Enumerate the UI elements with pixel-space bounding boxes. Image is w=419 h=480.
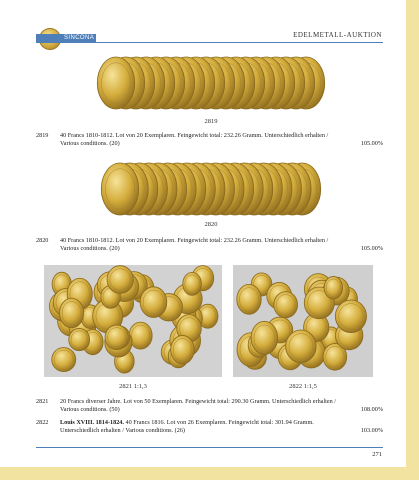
gold-coin bbox=[335, 300, 366, 333]
gold-coin bbox=[69, 328, 90, 350]
gold-coin bbox=[140, 287, 167, 318]
lot-description bbox=[60, 419, 340, 435]
gold-coin bbox=[251, 321, 278, 354]
lot-2822-photo bbox=[233, 265, 373, 377]
gold-coin bbox=[183, 272, 202, 295]
gold-coin bbox=[52, 348, 76, 372]
gold-coin bbox=[59, 298, 83, 327]
gold-coin bbox=[237, 284, 261, 314]
lot-ruler: Louis XVIII. 1814-1824. bbox=[60, 419, 124, 426]
lot-description-rest: 40 Francs 1816. Lot von 26 Exemplaren. Feingewicht total: 301.94 Gramm. Unterschiedlich erhalten / Various conditions. (26) bbox=[60, 419, 314, 434]
lot-2821-caption: 2821 1:1,3 bbox=[119, 383, 147, 390]
lot-description: 40 Francs 1810-1812. Lot von 20 Exemplaren. Feingewicht total: 232.26 Gramm. Unterschiedlich erhalten / Various conditions. (20) bbox=[60, 132, 329, 147]
gold-coin bbox=[286, 330, 317, 363]
footer-rule bbox=[36, 447, 383, 448]
gold-coin bbox=[107, 266, 133, 294]
gold-coin bbox=[97, 57, 134, 109]
lot-description: 20 Francs diverser Jahre. Lot von 50 Exemplaren. Feingewicht total: 290.30 Gramm. Unterschiedlich erhalten / Various conditions. (50) bbox=[60, 398, 336, 413]
header-rule bbox=[36, 42, 383, 43]
lot-2820-caption: 2820 bbox=[204, 221, 218, 228]
lot-2820-photo bbox=[92, 160, 330, 218]
lot-number: 2819 bbox=[36, 132, 49, 139]
lot-2822-caption: 2822 1:1,5 bbox=[289, 383, 317, 390]
page-number: 271 bbox=[372, 451, 382, 458]
catalog-page: SINCONA EDELMETALL-AUKTION 2819 2819 40 Francs 1810-1812. Lot von 20 Exemplaren. Feingewicht total: 232.26 Gramm. Unterschiedlich erhalten / Various conditions. (20) 105.00% 2820 2820 40 Francs 1810-1812. Lot von 20 Exemplaren. Feingewicht total: 232.26 Gramm. Unterschiedlich erhalten / Various conditions. (20) 105.00% 2821 1:1,3 2822 1:1,5 2821 20 Francs diverser Jahre. Lot von 50 Exemplaren. Feingewicht total: 290.30 Gramm. Unterschiedlich erhalten / Various conditions. (50) 108.00% 2822 Louis XVIII. 1814-1824. 40 Francs 1816. Lot von 26 Exemplaren. Feingewicht total: 301.94 Gramm. Unterschiedlich erhalten / Various conditions. (26) 103.00% 271 bbox=[0, 0, 406, 467]
gold-coin bbox=[171, 335, 195, 363]
header-title: EDELMETALL-AUKTION bbox=[293, 31, 382, 39]
gold-coin bbox=[101, 163, 138, 215]
gold-coin bbox=[105, 325, 128, 350]
gold-coin bbox=[274, 292, 298, 318]
lot-number: 2820 bbox=[36, 237, 49, 244]
lot-number: 2821 bbox=[36, 398, 49, 405]
lot-2819-caption: 2819 bbox=[204, 118, 218, 125]
lot-number: 2822 bbox=[36, 419, 49, 426]
gold-coin bbox=[129, 322, 152, 349]
lot-2819-photo bbox=[88, 54, 334, 112]
lot-description: 40 Francs 1810-1812. Lot von 20 Exemplaren. Feingewicht total: 232.26 Gramm. Unterschiedlich erhalten / Various conditions. (20) bbox=[60, 237, 329, 252]
gold-coin bbox=[324, 276, 342, 299]
lot-2821-photo bbox=[44, 265, 222, 377]
brand-name: SINCONA bbox=[64, 35, 95, 41]
